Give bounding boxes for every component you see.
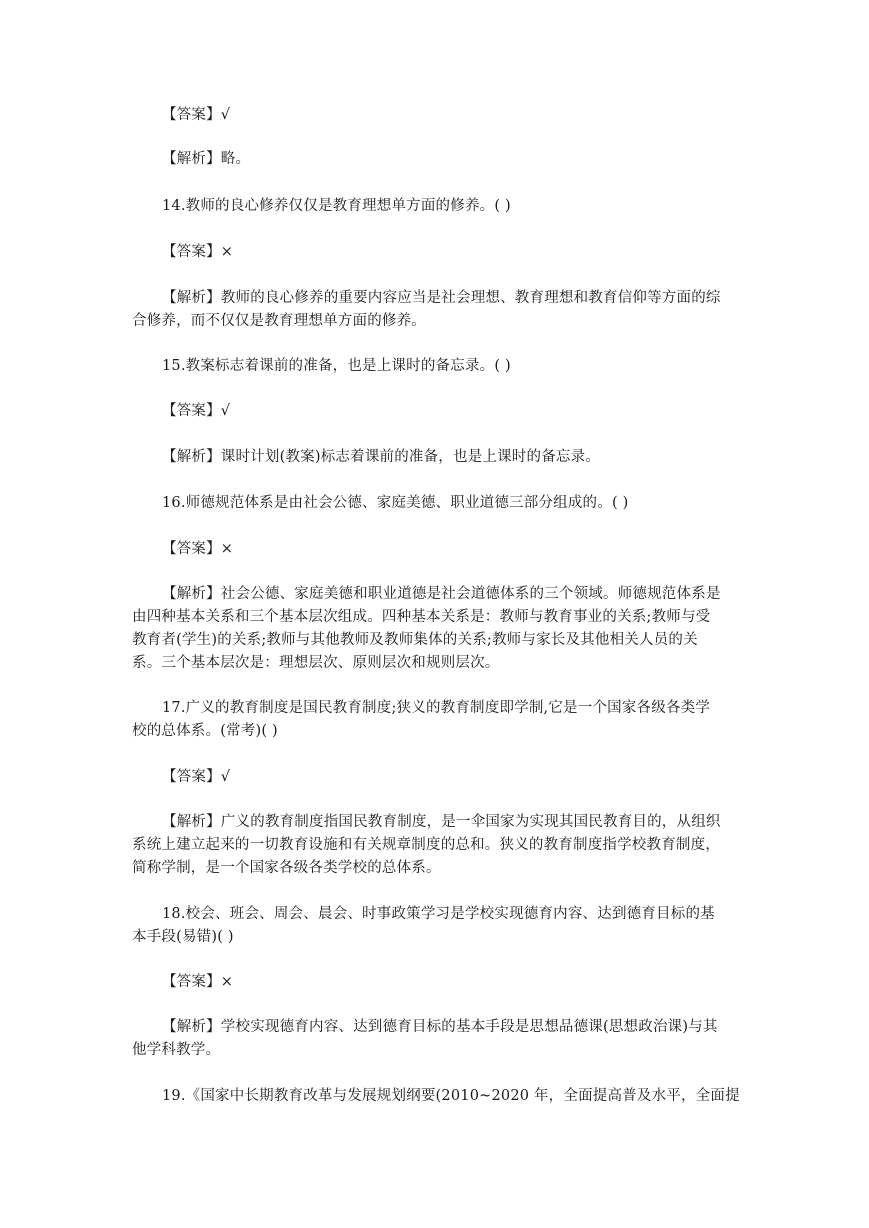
text-line: 【答案】√ (162, 403, 231, 419)
text-line: 他学科教学。 (132, 1042, 221, 1058)
analysis-paragraph (0, 583, 869, 675)
question-paragraph (0, 195, 869, 218)
question-paragraph (0, 355, 869, 378)
question-paragraph (0, 492, 869, 515)
text-line: 19.《国家中长期教育改革与发展规划纲要(2010~2020 年，全面提高普及水平，全面提 (162, 1088, 740, 1104)
text-line: 【解析】教师的良心修养的重要内容应当是社会理想、教育理想和教育信仰等方面的综 (162, 290, 721, 306)
text-line: 16.师德规范体系是由社会公德、家庭美德、职业道德三部分组成的。( ) (162, 495, 629, 511)
answer-paragraph (0, 400, 869, 423)
text-line: 17.广义的教育制度是国民教育制度;狭义的教育制度即学制,它是一个国家各级各类学 (162, 700, 711, 716)
text-line: 简称学制，是一个国家各级各类学校的总体系。 (132, 860, 441, 876)
text-line: 【答案】√ (162, 107, 231, 123)
analysis-paragraph (0, 446, 869, 469)
answer-paragraph (0, 241, 869, 264)
analysis-paragraph (0, 148, 869, 171)
text-line: 【解析】广义的教育制度指国民教育制度，是一伞国家为实现其国民教育目的，从组织 (162, 814, 721, 830)
text-line: 本手段(易错)( ) (132, 929, 234, 945)
question-paragraph (0, 903, 869, 949)
text-line: 【解析】学校实现德育内容、达到德育目标的基本手段是思想品德课(思想政治课)与其 (162, 1019, 718, 1035)
answer-paragraph (0, 104, 869, 127)
analysis-paragraph (0, 811, 869, 880)
text-line: 【答案】× (162, 244, 234, 260)
text-line: 【答案】× (162, 541, 234, 557)
text-line: 14.教师的良心修养仅仅是教育理想单方面的修养。( ) (162, 198, 511, 214)
text-line: 教育者(学生)的关系;教师与其他教师及教师集体的关系;教师与家长及其他相关人员的关 (132, 632, 698, 648)
text-line: 合修养，而不仅仅是教育理想单方面的修养。 (132, 313, 426, 329)
text-line: 【解析】略。 (162, 151, 251, 167)
answer-paragraph (0, 538, 869, 561)
question-paragraph (0, 1085, 869, 1108)
text-line: 15.教案标志着课前的准备，也是上课时的备忘录。( ) (162, 358, 511, 374)
answer-paragraph (0, 971, 869, 994)
text-line: 【答案】× (162, 974, 234, 990)
text-line: 由四种基本关系和三个基本层次组成。四种基本关系是：教师与教育事业的关系;教师与受 (132, 609, 711, 625)
text-line: 【答案】√ (162, 769, 231, 785)
text-line: 【解析】社会公德、家庭美德和职业道德是社会道德体系的三个领域。师德规范体系是 (162, 586, 721, 602)
analysis-paragraph (0, 287, 869, 333)
answer-paragraph (0, 766, 869, 789)
analysis-paragraph (0, 1016, 869, 1062)
text-line: 【解析】课时计划(教案)标志着课前的准备，也是上课时的备忘录。 (162, 449, 601, 465)
text-line: 系统上建立起来的一切教育设施和有关规章制度的总和。狭义的教育制度指学校教育制度， (132, 837, 720, 853)
question-paragraph (0, 697, 869, 743)
text-line: 18.校会、班会、周会、晨会、时事政策学习是学校实现德育内容、达到德育目标的基 (162, 906, 715, 922)
text-line: 校的总体系。(常考)( ) (132, 723, 278, 739)
text-line: 系。三个基本层次是：理想层次、原则层次和规则层次。 (132, 655, 500, 671)
